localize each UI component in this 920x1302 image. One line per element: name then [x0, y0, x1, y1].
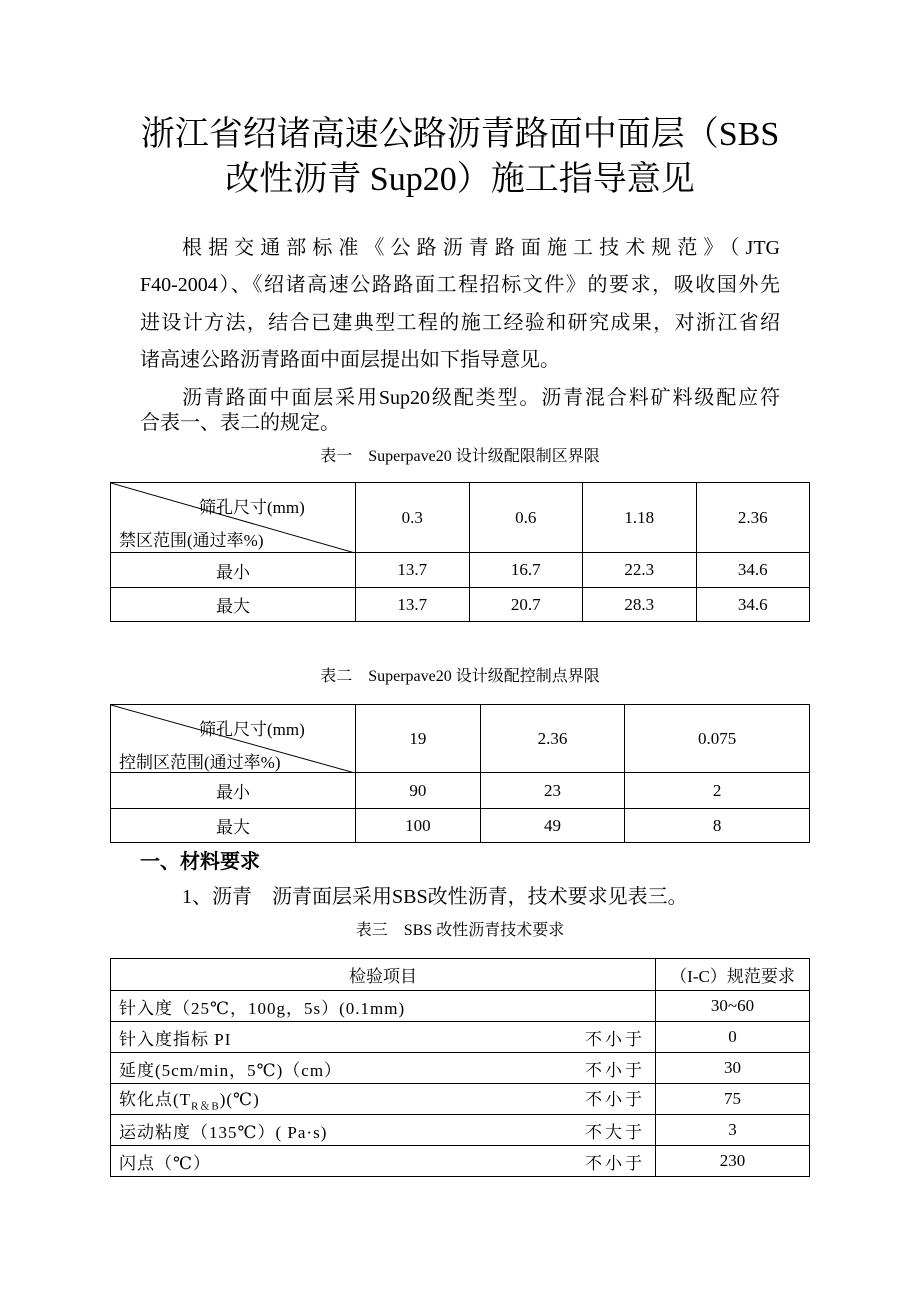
condition: 不小于 — [585, 1029, 645, 1049]
table1-sieve: 2.36 — [696, 483, 810, 553]
paragraph-1-line: 进设计方法，结合已建典型工程的施工经验和研究成果，对浙江省绍 — [140, 312, 780, 334]
header-item: 检验项目 — [111, 959, 656, 991]
condition: 不大于 — [585, 1122, 645, 1142]
table-row — [111, 1084, 810, 1115]
table2-caption: 表二 Superpave20 设计级配控制点界限 — [320, 668, 600, 685]
table3 — [110, 958, 810, 1177]
table1 — [110, 482, 810, 622]
cell: 34.6 — [696, 588, 810, 622]
cell: 23 — [480, 773, 625, 809]
paragraph-1-line: 诸高速公路沥青路面中面层提出如下指导意见。 — [140, 349, 560, 371]
table-row — [111, 1053, 810, 1084]
item-label-suffix: )(℃) — [219, 1089, 260, 1109]
table-row — [111, 809, 810, 843]
table2-corner-cell — [111, 705, 356, 773]
cell: 34.6 — [696, 553, 810, 588]
table1-sieve: 0.3 — [356, 483, 470, 553]
value-cell: 75 — [656, 1084, 810, 1115]
table2-corner-bottom: 控制区范围(通过率%) — [119, 753, 281, 772]
value-cell: 230 — [656, 1146, 810, 1177]
table1-corner-cell — [111, 483, 356, 553]
table2-corner-top: 筛孔尺寸(mm) — [199, 720, 305, 739]
table1-sieve: 1.18 — [583, 483, 697, 553]
cell: 16.7 — [469, 553, 583, 588]
cell: 28.3 — [583, 588, 697, 622]
table-row — [111, 991, 810, 1022]
item-label: 闪点（℃） — [119, 1153, 212, 1173]
paragraph-2-line: 合表一、表二的规定。 — [140, 412, 340, 434]
row-label: 最大 — [111, 588, 356, 622]
cell: 13.7 — [356, 553, 470, 588]
condition: 不小于 — [585, 1089, 645, 1109]
item-label: 针入度指标 PI — [119, 1029, 232, 1049]
item-label: 软化点(T — [119, 1089, 192, 1109]
item-label: 延度(5cm/min，5℃)（cm） — [119, 1060, 343, 1080]
cell: 8 — [625, 809, 810, 843]
cell: 2 — [625, 773, 810, 809]
cell: 13.7 — [356, 588, 470, 622]
item-label: 运动粘度（135℃）( Pa·s) — [119, 1122, 328, 1142]
table1-corner-bottom: 禁区范围(通过率%) — [119, 531, 264, 550]
cell: 49 — [480, 809, 625, 843]
item-cell — [111, 1022, 656, 1053]
table-row — [111, 1022, 810, 1053]
table-row — [111, 773, 810, 809]
table-row — [111, 553, 810, 588]
cell: 100 — [356, 809, 481, 843]
value-cell: 3 — [656, 1115, 810, 1146]
row-label: 最小 — [111, 553, 356, 588]
item-cell — [111, 1146, 656, 1177]
table-row — [111, 1146, 810, 1177]
item-subscript: R＆B — [191, 1100, 220, 1113]
row-label: 最小 — [111, 773, 356, 809]
condition: 不小于 — [585, 1060, 645, 1080]
table-row — [111, 1115, 810, 1146]
item-cell — [111, 1115, 656, 1146]
header-requirement: （I-C）规范要求 — [656, 959, 810, 991]
table2-sieve: 2.36 — [480, 705, 625, 773]
value-cell: 0 — [656, 1022, 810, 1053]
table-row — [111, 588, 810, 622]
table1-corner-top: 筛孔尺寸(mm) — [199, 498, 305, 517]
title-line-2: 改性沥青 Sup20）施工指导意见 — [225, 161, 695, 198]
table2-sieve: 19 — [356, 705, 481, 773]
table3-caption: 表三 SBS 改性沥青技术要求 — [355, 922, 565, 939]
table1-caption: 表一 Superpave20 设计级配限制区界限 — [320, 448, 600, 465]
item-cell — [111, 991, 656, 1022]
cell: 22.3 — [583, 553, 697, 588]
title-line-1: 浙江省绍诸高速公路沥青路面中面层（SBS — [140, 116, 780, 153]
paragraph-2-line: 沥青路面中面层采用Sup20级配类型。沥青混合料矿料级配应符 — [182, 387, 780, 409]
item-cell — [111, 1084, 656, 1115]
section-heading: 一、材料要求 — [140, 851, 260, 873]
item-label: 针入度（25℃，100g，5s）(0.1mm) — [119, 998, 406, 1018]
value-cell: 30~60 — [656, 991, 810, 1022]
row-label: 最大 — [111, 809, 356, 843]
paragraph-1-line: F40-2004）、《绍诸高速公路路面工程招标文件》的要求，吸收国外先 — [140, 274, 780, 296]
cell: 20.7 — [469, 588, 583, 622]
item-cell — [111, 1053, 656, 1084]
value-cell: 30 — [656, 1053, 810, 1084]
table2-sieve: 0.075 — [625, 705, 810, 773]
paragraph-1-line: 根据交通部标准《公路沥青路面施工技术规范》（JTG — [182, 237, 780, 259]
table2 — [110, 704, 810, 843]
item-1-text: 1、沥青 沥青面层采用SBS改性沥青，技术要求见表三。 — [182, 886, 688, 908]
table1-sieve: 0.6 — [469, 483, 583, 553]
cell: 90 — [356, 773, 481, 809]
condition: 不小于 — [585, 1153, 645, 1173]
